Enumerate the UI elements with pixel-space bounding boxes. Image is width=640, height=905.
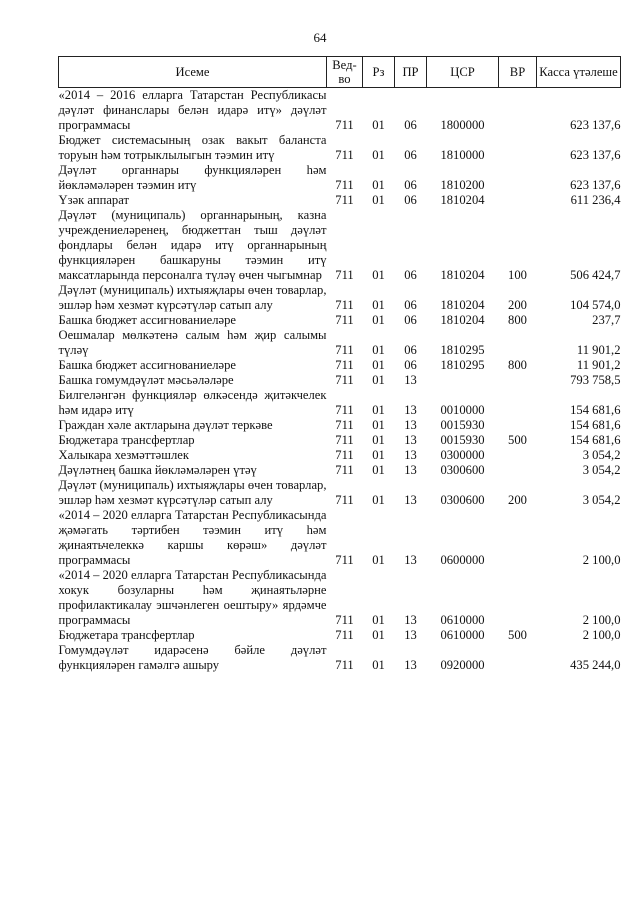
cell-vr: 800 <box>508 358 527 372</box>
cell-rz: 01 <box>372 268 385 282</box>
cell-vr <box>499 568 537 628</box>
cell-kassa: 11 901,2 <box>576 343 621 357</box>
cell-name: Дәүләт органнары функцияләрен һәм йөкләмәләрен тәэмин итү <box>58 163 327 192</box>
cell-rz: 01 <box>372 658 385 672</box>
table-row <box>59 508 621 568</box>
cell-pr: 13 <box>404 613 417 627</box>
cell-kassa: 11 901,2 <box>576 358 621 372</box>
cell-rz: 01 <box>372 178 385 192</box>
table-body <box>59 88 621 674</box>
cell-kassa: 793 758,5 <box>570 373 621 387</box>
cell-ved: 711 <box>335 343 354 357</box>
cell-vr <box>499 643 537 673</box>
cell-csr: 1810204 <box>440 313 485 327</box>
cell-rz: 01 <box>372 613 385 627</box>
table-row <box>59 208 621 283</box>
cell-rz: 01 <box>372 313 385 327</box>
cell-ved: 711 <box>335 148 354 162</box>
cell-pr: 13 <box>404 403 417 417</box>
cell-ved: 711 <box>335 493 354 507</box>
table-row <box>59 568 621 628</box>
cell-pr: 13 <box>404 418 417 432</box>
cell-kassa: 3 054,2 <box>582 448 621 462</box>
cell-pr: 13 <box>404 658 417 672</box>
cell-name: Дәүләтнең башка йөкләмәләрен үтәү <box>58 463 257 477</box>
header-rz: Рз <box>363 57 395 88</box>
header-name: Исеме <box>59 57 327 88</box>
cell-rz: 01 <box>372 298 385 312</box>
cell-ved: 711 <box>335 418 354 432</box>
cell-vr: 200 <box>508 493 527 507</box>
cell-ved: 711 <box>335 403 354 417</box>
cell-kassa: 104 574,0 <box>570 298 621 312</box>
cell-kassa: 2 100,0 <box>582 628 621 642</box>
header-pr: ПР <box>395 57 427 88</box>
cell-ved: 711 <box>335 118 354 132</box>
cell-ved: 711 <box>335 268 354 282</box>
cell-pr: 13 <box>404 433 417 447</box>
cell-rz: 01 <box>372 628 385 642</box>
cell-name: Дәүләт (муниципаль) ихтыяҗлары өчен товарлар, эшләр һәм хезмәт күрсәтүләр сатып алу <box>58 478 327 507</box>
cell-name: Бюджетара трансфертлар <box>58 433 195 447</box>
cell-vr <box>499 388 537 418</box>
cell-kassa: 2 100,0 <box>582 613 621 627</box>
cell-csr: 1810000 <box>440 148 485 162</box>
cell-ved: 711 <box>335 313 354 327</box>
cell-rz: 01 <box>372 433 385 447</box>
cell-vr <box>499 373 537 388</box>
cell-vr <box>499 418 537 433</box>
cell-csr: 0015930 <box>440 418 485 432</box>
cell-ved: 711 <box>335 448 354 462</box>
cell-vr <box>499 508 537 568</box>
cell-pr: 13 <box>404 463 417 477</box>
cell-kassa: 154 681,6 <box>570 433 621 447</box>
table-row <box>59 463 621 478</box>
cell-pr: 13 <box>404 373 417 387</box>
table-row <box>59 193 621 208</box>
cell-vr <box>499 463 537 478</box>
cell-pr: 06 <box>404 268 417 282</box>
cell-pr: 13 <box>404 448 417 462</box>
cell-csr: 1810204 <box>440 193 485 207</box>
cell-csr: 0600000 <box>440 553 485 567</box>
cell-rz: 01 <box>372 463 385 477</box>
cell-rz: 01 <box>372 448 385 462</box>
cell-name: Дәүләт (муниципаль) ихтыяҗлары өчен товарлар, эшләр һәм хезмәт күрсәтүләр сатып алу <box>58 283 327 312</box>
cell-pr: 13 <box>404 628 417 642</box>
cell-csr: 1810200 <box>440 178 485 192</box>
cell-vr <box>499 448 537 463</box>
cell-vr <box>499 193 537 208</box>
cell-name: Гомумдәүләт идарәсенә бәйле дәүләт функцияләрен гамәлгә ашыру <box>58 643 327 672</box>
cell-rz: 01 <box>372 418 385 432</box>
cell-pr: 06 <box>404 298 417 312</box>
cell-ved: 711 <box>335 613 354 627</box>
budget-table <box>58 56 621 673</box>
cell-rz: 01 <box>372 118 385 132</box>
cell-vr: 100 <box>508 268 527 282</box>
cell-rz: 01 <box>372 193 385 207</box>
table-row <box>59 448 621 463</box>
table-row <box>59 388 621 418</box>
cell-csr: 0920000 <box>440 658 485 672</box>
table-row <box>59 163 621 193</box>
cell-rz: 01 <box>372 553 385 567</box>
cell-kassa: 611 236,4 <box>570 193 621 207</box>
cell-csr: 0300600 <box>440 493 485 507</box>
cell-ved: 711 <box>335 373 354 387</box>
cell-rz: 01 <box>372 373 385 387</box>
cell-name: Оешмалар мөлкәтенә салым һәм җир салымы түләү <box>58 328 327 357</box>
cell-rz: 01 <box>372 493 385 507</box>
cell-kassa: 3 054,2 <box>582 493 621 507</box>
cell-name: Башка гомумдәүләт мәсьәләләре <box>58 373 234 387</box>
cell-csr: 1810204 <box>440 268 485 282</box>
cell-vr <box>499 133 537 163</box>
cell-kassa: 623 137,6 <box>570 148 621 162</box>
cell-ved: 711 <box>335 658 354 672</box>
cell-ved: 711 <box>335 298 354 312</box>
cell-kassa: 154 681,6 <box>570 418 621 432</box>
cell-rz: 01 <box>372 148 385 162</box>
cell-vr <box>499 328 537 358</box>
cell-csr: 0010000 <box>440 403 485 417</box>
cell-pr: 06 <box>404 178 417 192</box>
cell-kassa: 623 137,6 <box>570 118 621 132</box>
cell-name: Башка бюджет ассигнованиеләре <box>58 313 236 327</box>
table-row <box>59 133 621 163</box>
cell-pr: 06 <box>404 358 417 372</box>
cell-ved: 711 <box>335 178 354 192</box>
page-number: 64 <box>313 30 327 45</box>
cell-name: Дәүләт (муниципаль) органнарының, казна учреждениеләренең, бюджеттан тыш дәүләт фондлары белән идарә итү органнарының функцияләрен башкаруны тәэмин итү максатларында персоналга түләү өчен чыгымнар <box>58 208 327 282</box>
table-row <box>59 88 621 134</box>
cell-pr: 06 <box>404 148 417 162</box>
cell-ved: 711 <box>335 628 354 642</box>
cell-ved: 711 <box>335 358 354 372</box>
cell-csr: 1810295 <box>440 358 485 372</box>
cell-rz: 01 <box>372 403 385 417</box>
table-row <box>59 373 621 388</box>
cell-vr <box>499 88 537 134</box>
cell-kassa: 623 137,6 <box>570 178 621 192</box>
table-row <box>59 433 621 448</box>
cell-pr: 06 <box>404 343 417 357</box>
cell-csr: 1800000 <box>440 118 485 132</box>
cell-name: Бюджет системасының озак вакыт баланста торуын һәм тотрыклылыгын тәэмин итү <box>58 133 327 162</box>
cell-csr <box>427 373 499 388</box>
table-row <box>59 478 621 508</box>
header-ved: Вед-во <box>327 57 363 88</box>
table-row <box>59 283 621 313</box>
cell-pr: 13 <box>404 493 417 507</box>
cell-ved: 711 <box>335 433 354 447</box>
cell-pr: 06 <box>404 313 417 327</box>
cell-kassa: 435 244,0 <box>570 658 621 672</box>
cell-name: Бюджетара трансфертлар <box>58 628 195 642</box>
cell-name: Граждан хәле актларына дәүләт теркәве <box>58 418 273 432</box>
cell-rz: 01 <box>372 343 385 357</box>
cell-vr: 800 <box>508 313 527 327</box>
cell-name: Халыкара хезмәттәшлек <box>58 448 189 462</box>
cell-csr: 0610000 <box>440 613 485 627</box>
cell-kassa: 154 681,6 <box>570 403 621 417</box>
cell-csr: 0300600 <box>440 463 485 477</box>
cell-name: «2014 – 2016 елларга Татарстан Республикасы дәүләт финанслары белән идарә итү» дәүләт программасы <box>58 88 327 132</box>
cell-rz: 01 <box>372 358 385 372</box>
cell-name: Билгеләнгән функцияләр өлкәсендә җитәкчелек һәм идарә итү <box>58 388 327 417</box>
header-vr: ВР <box>499 57 537 88</box>
cell-name: Үзәк аппарат <box>58 193 129 207</box>
cell-vr <box>499 163 537 193</box>
cell-pr: 06 <box>404 118 417 132</box>
table-row <box>59 643 621 673</box>
cell-kassa: 2 100,0 <box>582 553 621 567</box>
cell-vr: 500 <box>508 628 527 642</box>
cell-vr: 200 <box>508 298 527 312</box>
cell-csr: 1810204 <box>440 298 485 312</box>
cell-kassa: 3 054,2 <box>582 463 621 477</box>
cell-ved: 711 <box>335 553 354 567</box>
cell-name: «2014 – 2020 елларга Татарстан Республикасында хокук бозуларны һәм җинаятьләрне профилактикалау эшчәнлеген оештыру» ярдәмче программасы <box>58 568 327 627</box>
cell-ved: 711 <box>335 193 354 207</box>
cell-name: «2014 – 2020 елларга Татарстан Республикасында җәмәгать тәртибен тәэмин итү һәм җинаятьчелеккә каршы көрәш» дәүләт программасы <box>58 508 327 567</box>
header-csr: ЦСР <box>427 57 499 88</box>
table-header <box>59 57 621 88</box>
header-kassa: Касса үтәлеше <box>537 57 621 88</box>
table-row <box>59 358 621 373</box>
table-row <box>59 628 621 643</box>
table-row <box>59 328 621 358</box>
table-row <box>59 418 621 433</box>
cell-name: Башка бюджет ассигнованиеләре <box>58 358 236 372</box>
cell-vr: 500 <box>508 433 527 447</box>
cell-pr: 06 <box>404 193 417 207</box>
cell-kassa: 506 424,7 <box>570 268 621 282</box>
cell-csr: 0610000 <box>440 628 485 642</box>
cell-pr: 13 <box>404 553 417 567</box>
cell-csr: 1810295 <box>440 343 485 357</box>
cell-csr: 0015930 <box>440 433 485 447</box>
table-row <box>59 313 621 328</box>
cell-kassa: 237,7 <box>592 313 621 327</box>
cell-ved: 711 <box>335 463 354 477</box>
cell-csr: 0300000 <box>440 448 485 462</box>
